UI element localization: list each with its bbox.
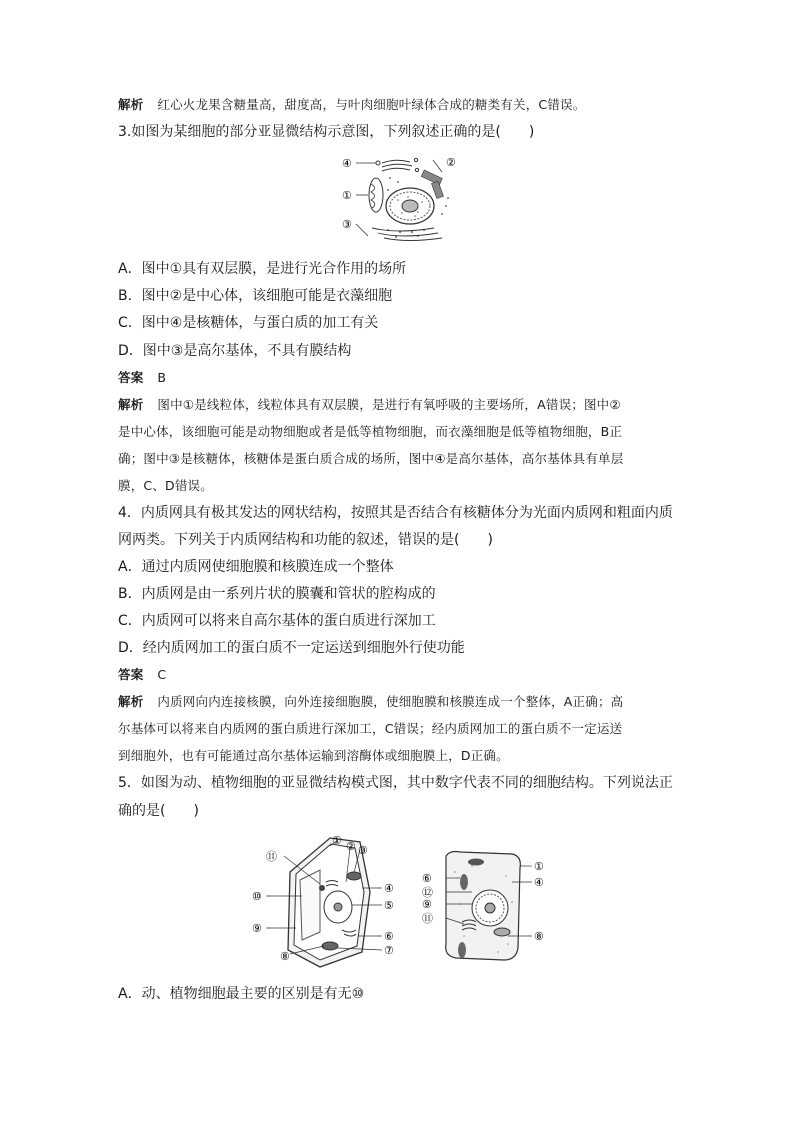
q3-analysis-line-4: 膜，C、D错误。: [118, 478, 213, 493]
plant-label-7: ⑦: [384, 944, 394, 957]
q5-stem-line-2: 确的是( ): [118, 803, 199, 819]
q3-label-3: ③: [342, 218, 352, 231]
q4-stem-line-1: 4．内质网具有极其发达的网状结构，按照其是否结合有核糖体分为光面内质网和粗面内质: [118, 505, 673, 521]
animal-label-1: ①: [534, 860, 544, 873]
analysis-label: 解析: [118, 397, 144, 412]
q3-option-b: B．图中②是中心体，该细胞可能是衣藻细胞: [118, 288, 393, 304]
q3-cell-figure: [338, 150, 468, 245]
q4-analysis-line-2: 尔基体可以将来自内质网的蛋白质进行深加工，C错误；经内质网加工的蛋白质不一定运送: [118, 721, 623, 736]
plant-label-4: ④: [384, 882, 394, 895]
q4-analysis-line-3: 到细胞外，也有可能通过高尔基体运输到溶酶体或细胞膜上，D正确。: [118, 748, 509, 763]
q4-option-c: C．内质网可以将来自高尔基体的蛋白质进行深加工: [118, 613, 436, 629]
plant-label-5: ⑤: [384, 899, 394, 912]
q4-option-b: B．内质网是由一系列片状的膜囊和管状的腔构成的: [118, 586, 436, 602]
q4-option-d: D．经内质网加工的蛋白质不一定运送到细胞外行使功能: [118, 640, 465, 656]
animal-label-12: ⑫: [422, 886, 433, 899]
q3-label-1: ①: [342, 189, 352, 202]
analysis-label: 解析: [118, 97, 144, 112]
animal-label-4: ④: [534, 876, 544, 889]
animal-label-8: ⑧: [534, 930, 544, 943]
q3-answer: [118, 368, 166, 388]
q4-stem-line-2: 网两类。下列关于内质网结构和功能的叙述，错误的是( ): [118, 532, 493, 548]
q5-cell-figure: [250, 832, 550, 972]
q3-analysis-line-2: 是中心体，该细胞可能是动物细胞或者是低等植物细胞，而衣藻细胞是低等植物细胞，B正: [118, 424, 623, 439]
q3-label-2: ②: [446, 156, 456, 169]
q3-analysis-line-1: [118, 395, 621, 415]
analysis-text: 图中①是线粒体，线粒体具有双层膜，是进行有氧呼吸的主要场所，A错误；图中②: [157, 397, 621, 412]
q3-option-a: A．图中①具有双层膜，是进行光合作用的场所: [118, 261, 407, 277]
q3-label-4: ④: [342, 157, 352, 170]
plant-label-8: ⑧: [280, 950, 290, 963]
q3-option-d: D．图中③是高尔基体，不具有膜结构: [118, 343, 352, 359]
answer-value: C: [157, 667, 167, 682]
q4-analysis-line-1: [118, 692, 623, 712]
plant-label-1: ①: [332, 834, 342, 847]
plant-label-9: ⑨: [252, 922, 262, 935]
plant-label-11: ⑪: [266, 850, 277, 863]
answer-value: B: [157, 370, 167, 385]
q3-stem: 3.如图为某细胞的部分亚显微结构示意图，下列叙述正确的是( ): [118, 124, 535, 140]
animal-cell-drawing: [422, 852, 544, 961]
q5-option-a: A．动、植物细胞最主要的区别是有无⑩: [118, 986, 365, 1002]
plant-label-3: ③: [358, 844, 368, 857]
plant-label-2: ②: [346, 840, 356, 853]
q5-stem-line-1: 5．如图为动、植物细胞的亚显微结构模式图，其中数字代表不同的细胞结构。下列说法正: [118, 775, 673, 791]
q4-answer: [118, 665, 166, 685]
animal-label-9: ⑨: [422, 898, 432, 911]
animal-label-11: ⑪: [422, 912, 433, 925]
q2-analysis: [118, 95, 585, 115]
animal-label-6: ⑥: [422, 872, 432, 885]
analysis-label: 解析: [118, 694, 144, 709]
answer-label: 答案: [118, 370, 144, 385]
q3-analysis-line-3: 确；图中③是核糖体，核糖体是蛋白质合成的场所，图中④是高尔基体，高尔基体具有单层: [118, 451, 624, 466]
analysis-text: 红心火龙果含糖量高，甜度高，与叶肉细胞叶绿体合成的糖类有关，C错误。: [157, 97, 586, 112]
analysis-text: 内质网向内连接核膜，向外连接细胞膜，使细胞膜和核膜连成一个整体，A正确；高: [157, 694, 624, 709]
plant-label-10: ⑩: [252, 890, 262, 903]
plant-label-6: ⑥: [384, 930, 394, 943]
q4-option-a: A．通过内质网使细胞膜和核膜连成一个整体: [118, 559, 394, 575]
answer-label: 答案: [118, 667, 144, 682]
q3-option-c: C．图中④是核糖体，与蛋白质的加工有关: [118, 315, 379, 331]
plant-cell-drawing: [252, 834, 394, 967]
